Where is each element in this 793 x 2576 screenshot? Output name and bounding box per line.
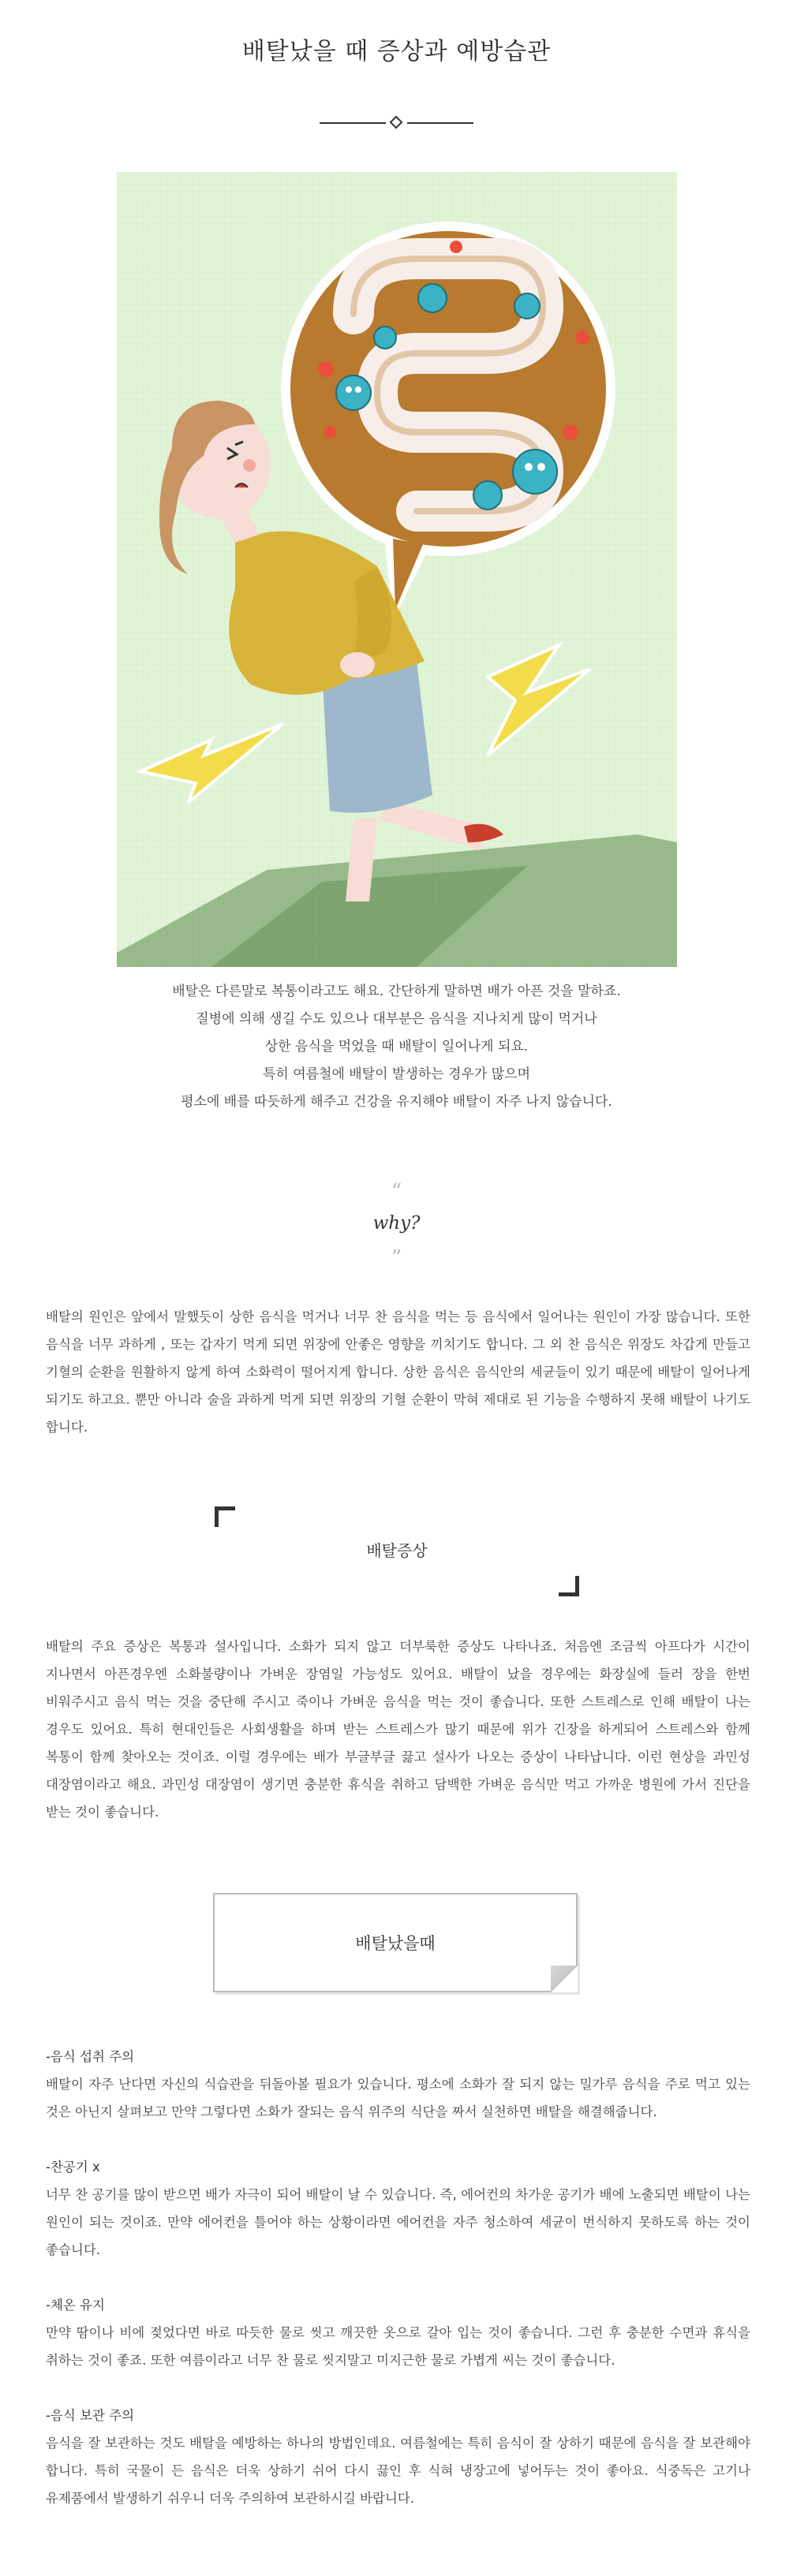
diamond-icon (390, 116, 403, 129)
tip-item (46, 2402, 750, 2512)
page-fold-icon (551, 1966, 578, 1992)
symptoms-heading-box (215, 1506, 579, 1596)
intro-line: 평소에 배를 따듯하게 해주고 건강을 유지해야 배탈이 자주 나지 않습니다. (181, 1094, 612, 1110)
intro-line: 질병에 의해 생길 수도 있으나 대부분은 음식을 지나치게 많이 먹거나 (196, 1011, 597, 1027)
why-heading: why? (372, 1213, 421, 1234)
tips-list (46, 2043, 750, 2540)
intro-line: 특히 여름철에 배탈이 발생하는 경우가 많으며 (262, 1066, 531, 1082)
symptoms-heading: 배탈증상 (366, 1541, 428, 1560)
tip-item (46, 2153, 750, 2264)
tip-title: -음식 보관 주의 (46, 2408, 135, 2423)
when-sick-heading-box (213, 1893, 578, 1992)
intro-line: 배탈은 다른말로 복통이라고도 해요. 간단하게 말하면 배가 아픈 것을 말하죠. (172, 984, 621, 999)
tip-text: 만약 땀이나 비에 젖었다면 바로 따듯한 물로 씻고 깨끗한 옷으로 갈아 입는 것이 좋습니다. 그런 후 충분한 수면과 휴식을 취하는 것이 좋죠. 또한 여름이라고 너무 찬 물로 씻지말고 미지근한 물로 가볍게 씨는 것이 좋습니다. (46, 2325, 750, 2368)
when-sick-heading: 배탈났을때 (355, 1934, 436, 1953)
divider-line-left (320, 122, 386, 124)
divider-line-right (407, 122, 473, 124)
tip-item (46, 2043, 750, 2126)
tip-text: 배탈이 자주 난다면 자신의 식습관을 뒤돌아볼 필요가 있습니다. 평소에 소화가 잘 되지 않는 밀가루 음식을 주로 먹고 있는 것은 아닌지 살펴보고 만약 그렇다면 소화가 잘되는 음식 위주의 식단을 짜서 실천하면 배탈을 해결해줍니다. (46, 2077, 750, 2119)
why-paragraph (46, 1303, 750, 1441)
tip-title: -음식 섭취 주의 (46, 2049, 135, 2064)
stomachache-illustration (117, 172, 677, 967)
tip-item (46, 2291, 750, 2374)
corner-bracket-top-left (215, 1506, 235, 1527)
close-quote-icon: ” (391, 1246, 402, 1270)
corner-bracket-bottom-right (559, 1576, 579, 1596)
intro-line: 상한 음식을 먹었을 때 배탈이 일어나게 되요. (264, 1039, 529, 1055)
why-text: 배탈의 원인은 앞에서 말했듯이 상한 음식을 먹거나 너무 찬 음식을 먹는 등 음식에서 일어나는 원인이 가장 많습니다. 또한 음식을 너무 과하게 , 또는 갑자기 먹게 되면 위장에 안좋은 영향을 끼치기도 합니다. 그 외 찬 음식은 위장도 차갑게 만들고 기혈의 순환을 원활하지 않게 하여 소화력이 떨어지게 합니다. 상한 음식은 음식안의 세균들이 있기 때문에 배탈이 일어나게 되기도 하고요. 뿐만 아니라 술을 과하게 먹게 되면 위장의 기혈 순환이 막혀 제대로 된 기능을 수행하지 못해 배탈이 나기도 합니다. (46, 1309, 750, 1435)
symptoms-text: 배탈의 주요 증상은 복통과 설사입니다. 소화가 되지 않고 더부룩한 증상도 나타나죠. 처음엔 조금씩 아프다가 시간이 지나면서 아픈경우엔 소화불량이나 가벼운 장염일 가능성도 있어요. 배탈이 났을 경우에는 화장실에 들러 장을 한번 비워주시고 음식 먹는 것을 중단해 주시고 죽이나 가벼운 음식을 먹는 것이 좋습니다. 또한 스트레스로 인해 배탈이 나는 경우도 있어요. 특히 현대인들은 사회생활을 하며 받는 스트레스가 많기 때문에 위가 긴장을 하게되어 스트레스와 함께 복통이 함께 찾아오는 것이죠. 이럴 경우에는 배가 부글부글 끓고 설사가 나오는 증상이 나타납니다. 이런 현상을 과민성 대장염이라고 해요. 과민성 대장염이 생기면 충분한 휴식을 취하고 담백한 가벼운 음식만 먹고 가까운 병원에 가서 진단을 받는 것이 좋습니다. (46, 1639, 750, 1820)
title-divider (320, 117, 473, 129)
tip-title: -체온 유지 (46, 2298, 105, 2313)
tip-title: -찬공기 x (46, 2160, 100, 2175)
tip-text: 너무 찬 공기를 많이 받으면 배가 자극이 되어 배탈이 날 수 있습니다. 즉, 에어컨의 차가운 공기가 배에 노출되면 배탈이 나는 원인이 되는 것이죠. 만약 에어컨을 틀어야 하는 상황이라면 에어컨을 자주 청소하여 세균이 번식하지 못하도록 하는 것이 좋습니다. (46, 2187, 750, 2257)
tip-text: 음식을 잘 보관하는 것도 배탈을 예방하는 하나의 방법인데요. 여름철에는 특히 음식이 잘 상하기 때문에 음식을 잘 보관해야 합니다. 특히 국물이 든 음식은 더욱 상하기 쉬어 다시 끓인 후 식혀 냉장고에 넣어두는 것이 좋아요. 식중독은 고기나 유제품에서 발생하기 쉬우니 더욱 주의하여 보관하시길 바랍니다. (46, 2436, 750, 2506)
page-title: 배탈났을 때 증상과 예방습관 (241, 38, 552, 65)
symptoms-paragraph (46, 1633, 750, 1826)
open-quote-icon: “ (391, 1180, 402, 1204)
intro-text (0, 978, 793, 1116)
